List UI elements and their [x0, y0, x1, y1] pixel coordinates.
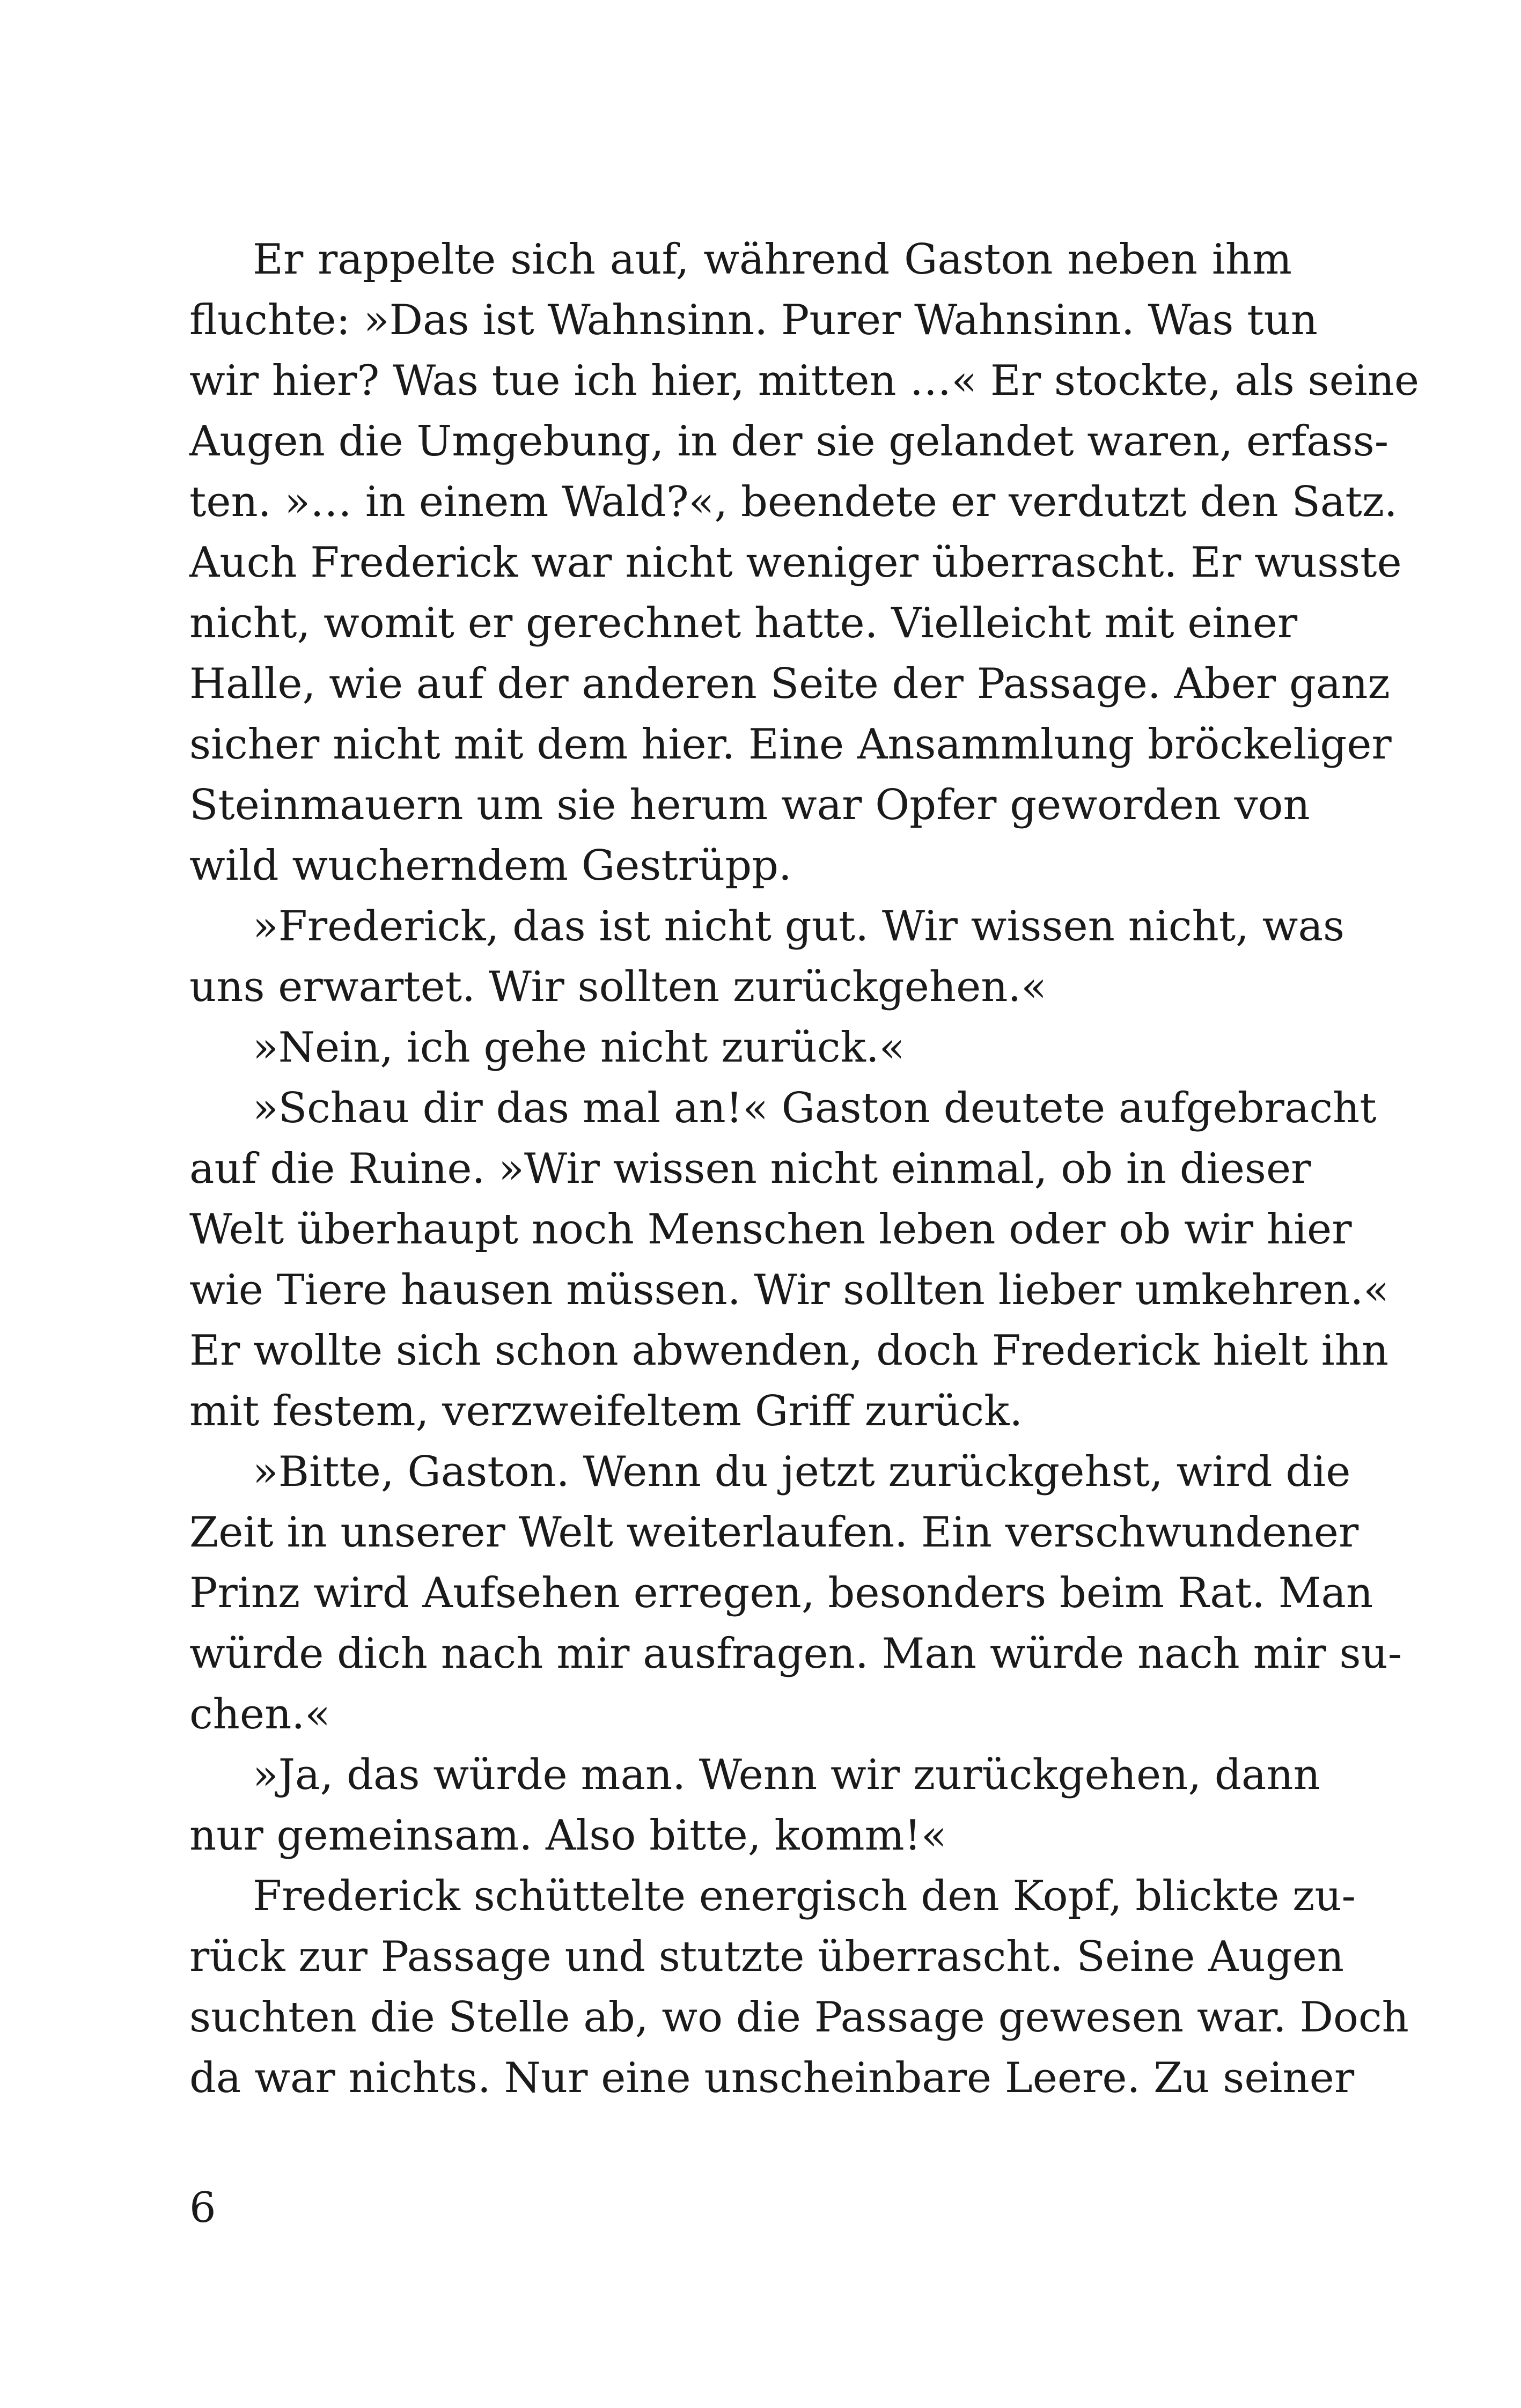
- text-line: Frederick schüttelte energisch den Kopf, blickte zu-: [253, 1872, 1356, 1920]
- text-line: Er rappelte sich auf, während Gaston neben ihm: [253, 235, 1292, 284]
- text-line: würde dich nach mir ausfragen. Man würde nach mir su-: [189, 1630, 1402, 1678]
- text-line: da war nichts. Nur eine unscheinbare Leere. Zu seiner: [189, 2054, 1355, 2102]
- text-line: Prinz wird Aufsehen erregen, besonders beim Rat. Man: [189, 1569, 1373, 1617]
- text-line: Steinmauern um sie herum war Opfer geworden von: [189, 781, 1310, 829]
- text-line: »Schau dir das mal an!« Gaston deutete aufgebracht: [253, 1084, 1377, 1132]
- text-line: »Ja, das würde man. Wenn wir zurückgehen, dann: [253, 1751, 1320, 1799]
- text-line: rück zur Passage und stutzte überrascht. Seine Augen: [189, 1933, 1344, 1981]
- text-line: auf die Ruine. »Wir wissen nicht einmal, ob in dieser: [189, 1145, 1311, 1193]
- text-line: wild wucherndem Gestrüpp.: [189, 842, 792, 890]
- text-line: nicht, womit er gerechnet hatte. Vielleicht mit einer: [189, 599, 1298, 647]
- text-line: suchten die Stelle ab, wo die Passage gewesen war. Doch: [189, 1993, 1409, 2042]
- body-text: [189, 230, 1420, 2109]
- text-line: Auch Frederick war nicht weniger überrascht. Er wusste: [189, 539, 1402, 587]
- text-line: »Frederick, das ist nicht gut. Wir wissen nicht, was: [253, 902, 1344, 951]
- text-line: mit festem, verzweifeltem Griff zurück.: [189, 1387, 1023, 1435]
- text-line: fluchte: »Das ist Wahnsinn. Purer Wahnsinn. Was tun: [189, 296, 1318, 344]
- text-line: ten. »… in einem Wald?«, beendete er verdutzt den Satz.: [189, 478, 1398, 526]
- page-number: 6: [189, 2184, 216, 2232]
- text-line: wie Tiere hausen müssen. Wir sollten lieber umkehren.«: [189, 1266, 1389, 1314]
- text-line: Halle, wie auf der anderen Seite der Passage. Aber ganz: [189, 660, 1390, 708]
- text-line: nur gemeinsam. Also bitte, komm!«: [189, 1811, 947, 1860]
- text-line: Er wollte sich schon abwenden, doch Frederick hielt ihn: [189, 1327, 1389, 1375]
- text-line: sicher nicht mit dem hier. Eine Ansammlung bröckeliger: [189, 720, 1392, 769]
- text-line: Augen die Umgebung, in der sie gelandet waren, erfass-: [189, 417, 1389, 466]
- text-line: Welt überhaupt noch Menschen leben oder ob wir hier: [189, 1205, 1352, 1254]
- text-line: uns erwartet. Wir sollten zurückgehen.«: [189, 963, 1047, 1011]
- text-line: Zeit in unserer Welt weiterlaufen. Ein verschwundener: [189, 1508, 1359, 1557]
- text-line: »Nein, ich gehe nicht zurück.«: [253, 1023, 905, 1072]
- text-line: »Bitte, Gaston. Wenn du jetzt zurückgehst, wird die: [253, 1448, 1351, 1496]
- text-line: chen.«: [189, 1690, 330, 1739]
- text-line: wir hier? Was tue ich hier, mitten …« Er stockte, als seine: [189, 357, 1420, 405]
